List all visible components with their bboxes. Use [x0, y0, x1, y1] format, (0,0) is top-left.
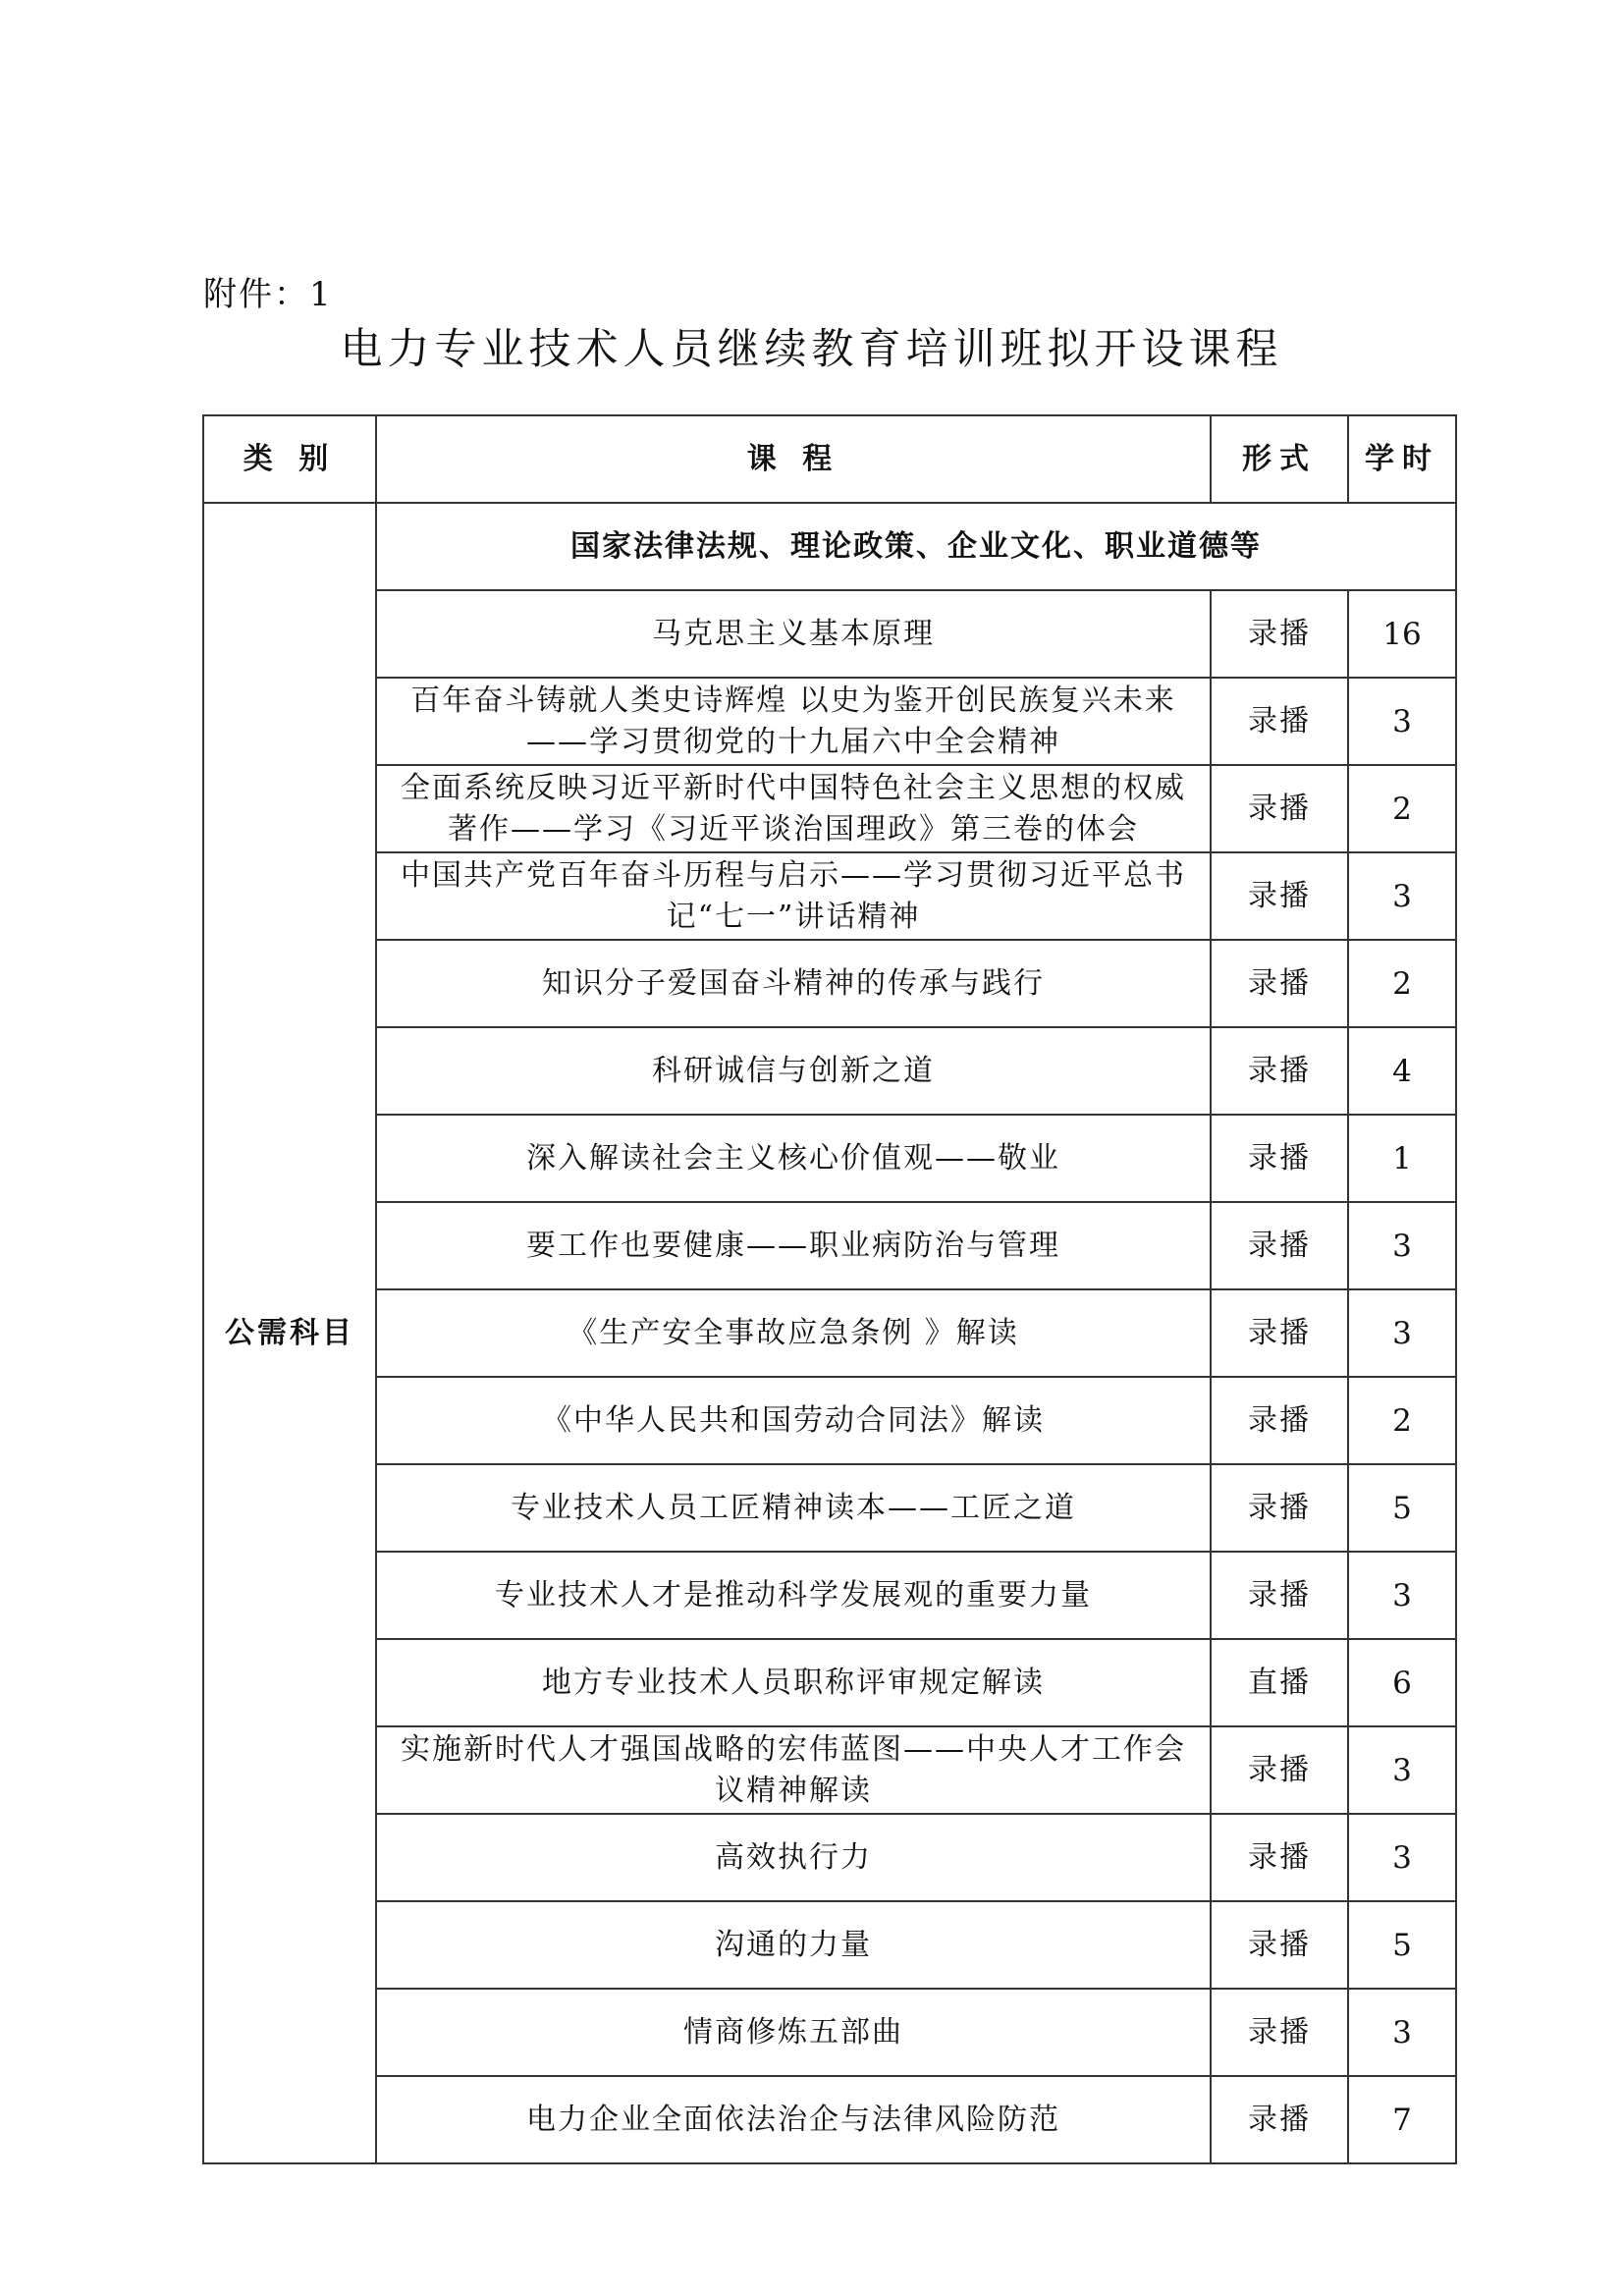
table-row	[203, 1552, 1456, 1639]
course-hours: 16	[1348, 590, 1456, 678]
course-name: 高效执行力	[376, 1814, 1211, 1901]
table-row	[203, 1027, 1456, 1115]
table-row	[203, 590, 1456, 678]
table-row	[203, 852, 1456, 940]
course-form: 直播	[1211, 1639, 1348, 1726]
course-hours: 5	[1348, 1901, 1456, 1989]
course-hours: 3	[1348, 1289, 1456, 1377]
course-hours: 2	[1348, 940, 1456, 1027]
course-name: 知识分子爱国奋斗精神的传承与践行	[376, 940, 1211, 1027]
table-row	[203, 1639, 1456, 1726]
course-hours: 3	[1348, 1552, 1456, 1639]
course-form: 录播	[1211, 1377, 1348, 1464]
course-hours: 2	[1348, 765, 1456, 852]
course-form: 录播	[1211, 1027, 1348, 1115]
course-table	[202, 414, 1457, 2164]
table-row	[203, 1377, 1456, 1464]
course-hours: 3	[1348, 1814, 1456, 1901]
course-form: 录播	[1211, 590, 1348, 678]
course-name: 《中华人民共和国劳动合同法》解读	[376, 1377, 1211, 1464]
table-row	[203, 678, 1456, 765]
course-hours: 3	[1348, 852, 1456, 940]
course-name: 百年奋斗铸就人类史诗辉煌 以史为鉴开创民族复兴未来——学习贯彻党的十九届六中全会精神	[376, 678, 1211, 765]
course-form: 录播	[1211, 1464, 1348, 1552]
table-row	[203, 1202, 1456, 1289]
course-hours: 7	[1348, 2076, 1456, 2163]
table-row	[203, 765, 1456, 852]
section-row	[203, 503, 1456, 590]
course-form: 录播	[1211, 1726, 1348, 1814]
course-form: 录播	[1211, 1115, 1348, 1202]
table-header-row	[203, 415, 1456, 503]
course-form: 录播	[1211, 1814, 1348, 1901]
course-name: 中国共产党百年奋斗历程与启示——学习贯彻习近平总书记“七一”讲话精神	[376, 852, 1211, 940]
course-name: 《生产安全事故应急条例 》解读	[376, 1289, 1211, 1377]
table-row	[203, 940, 1456, 1027]
header-hours: 学时	[1348, 415, 1456, 503]
course-form: 录播	[1211, 1202, 1348, 1289]
course-name: 马克思主义基本原理	[376, 590, 1211, 678]
course-form: 录播	[1211, 678, 1348, 765]
course-form: 录播	[1211, 2076, 1348, 2163]
table-row	[203, 1989, 1456, 2076]
course-form: 录播	[1211, 1289, 1348, 1377]
header-form: 形式	[1211, 415, 1348, 503]
document-title: 电力专业技术人员继续教育培训班拟开设课程	[340, 325, 1283, 374]
header-course: 课 程	[376, 415, 1211, 503]
course-form: 录播	[1211, 1989, 1348, 2076]
course-name: 要工作也要健康——职业病防治与管理	[376, 1202, 1211, 1289]
table-row	[203, 1464, 1456, 1552]
course-name: 深入解读社会主义核心价值观——敬业	[376, 1115, 1211, 1202]
course-form: 录播	[1211, 940, 1348, 1027]
course-name: 科研诚信与创新之道	[376, 1027, 1211, 1115]
course-form: 录播	[1211, 1552, 1348, 1639]
attachment-label: 附件：1	[203, 275, 333, 314]
table-row	[203, 1726, 1456, 1814]
table-row	[203, 1814, 1456, 1901]
course-form: 录播	[1211, 852, 1348, 940]
course-name: 全面系统反映习近平新时代中国特色社会主义思想的权威著作——学习《习近平谈治国理政》第三卷的体会	[376, 765, 1211, 852]
course-hours: 3	[1348, 678, 1456, 765]
table-row	[203, 1115, 1456, 1202]
course-hours: 3	[1348, 1726, 1456, 1814]
course-hours: 5	[1348, 1464, 1456, 1552]
course-hours: 3	[1348, 1202, 1456, 1289]
course-hours: 1	[1348, 1115, 1456, 1202]
table-row	[203, 1901, 1456, 1989]
course-hours: 4	[1348, 1027, 1456, 1115]
course-hours: 2	[1348, 1377, 1456, 1464]
course-name: 实施新时代人才强国战略的宏伟蓝图——中央人才工作会议精神解读	[376, 1726, 1211, 1814]
course-hours: 6	[1348, 1639, 1456, 1726]
table-row	[203, 2076, 1456, 2163]
course-form: 录播	[1211, 1901, 1348, 1989]
course-name: 电力企业全面依法治企与法律风险防范	[376, 2076, 1211, 2163]
course-name: 专业技术人才是推动科学发展观的重要力量	[376, 1552, 1211, 1639]
course-name: 专业技术人员工匠精神读本——工匠之道	[376, 1464, 1211, 1552]
section-title: 国家法律法规、理论政策、企业文化、职业道德等	[376, 503, 1456, 590]
course-name: 沟通的力量	[376, 1901, 1211, 1989]
course-form: 录播	[1211, 765, 1348, 852]
table-row	[203, 1289, 1456, 1377]
course-hours: 3	[1348, 1989, 1456, 2076]
course-name: 地方专业技术人员职称评审规定解读	[376, 1639, 1211, 1726]
course-name: 情商修炼五部曲	[376, 1989, 1211, 2076]
category-cell: 公需科目	[203, 503, 376, 2163]
header-category: 类 别	[203, 415, 376, 503]
